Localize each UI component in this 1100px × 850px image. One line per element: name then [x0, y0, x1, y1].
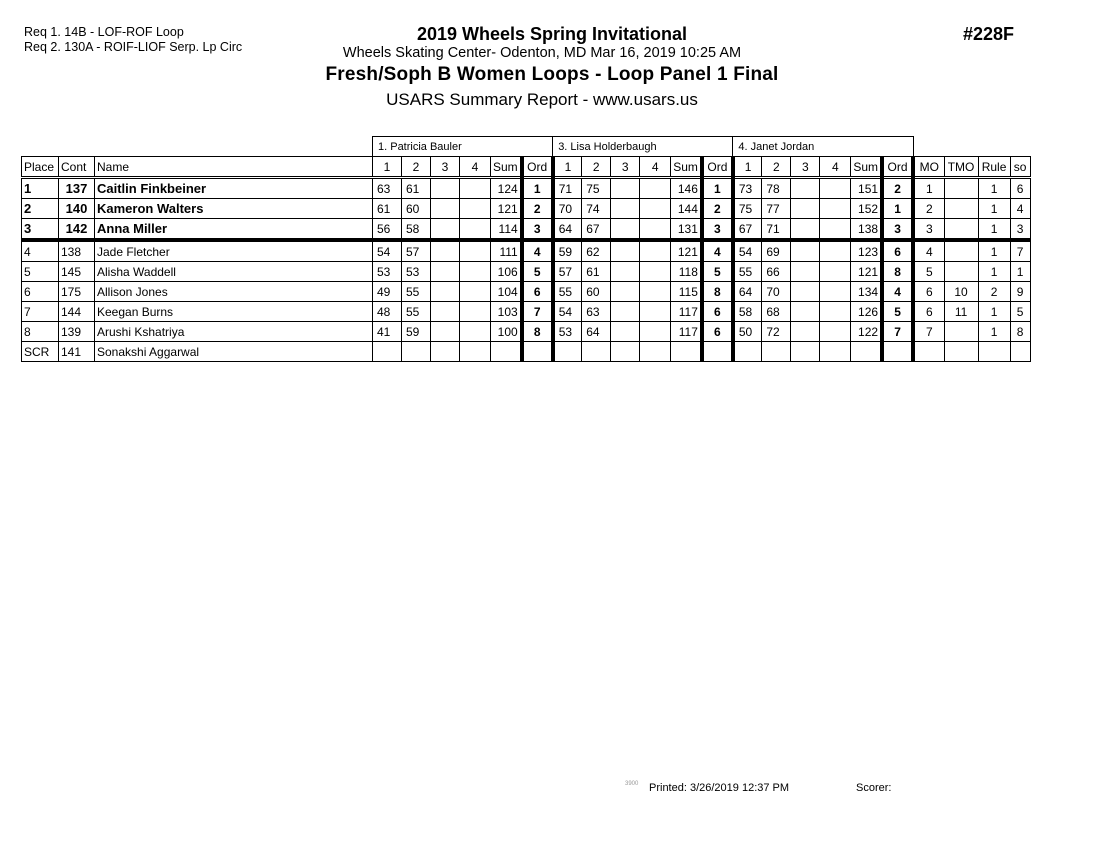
j3-score-4: [640, 219, 671, 241]
j1-score-3: [431, 178, 460, 199]
j1-score-sum: 104: [491, 282, 522, 302]
rule-cell: 2: [978, 282, 1010, 302]
tmo-cell: [944, 342, 978, 362]
j3-score-ord: [702, 342, 733, 362]
col-j4-sum: Sum: [851, 157, 882, 178]
j1-score-2: 57: [402, 240, 431, 262]
table-row: [22, 302, 1031, 322]
j4-score-sum: 134: [851, 282, 882, 302]
j1-score-4: [460, 342, 491, 362]
col-j4-ord: Ord: [882, 157, 913, 178]
j1-score-3: [431, 219, 460, 241]
tmo-cell: 10: [944, 282, 978, 302]
j1-score-4: [460, 322, 491, 342]
j3-score-sum: 117: [671, 302, 702, 322]
place-cell: 2: [22, 199, 59, 219]
so-cell: 3: [1010, 219, 1030, 241]
skater-name-cell: Alisha Waddell: [95, 262, 373, 282]
col-j3-2: 2: [582, 157, 611, 178]
j1-score-ord: 4: [522, 240, 553, 262]
j3-score-ord: 5: [702, 262, 733, 282]
col-j3-ord: Ord: [702, 157, 733, 178]
j4-score-2: 69: [762, 240, 791, 262]
j4-score-3: [791, 322, 820, 342]
col-cont: Cont: [59, 157, 95, 178]
col-j4-4: 4: [820, 157, 851, 178]
place-cell: 1: [22, 178, 59, 199]
j3-score-1: 64: [553, 219, 582, 241]
j3-score-sum: 131: [671, 219, 702, 241]
j4-score-2: 70: [762, 282, 791, 302]
j3-score-sum: 121: [671, 240, 702, 262]
judge-1-name: 1. Patricia Bauler: [373, 137, 553, 157]
j1-score-1: 53: [373, 262, 402, 282]
so-cell: 4: [1010, 199, 1030, 219]
j3-score-2: 75: [582, 178, 611, 199]
j4-score-ord: 7: [882, 322, 913, 342]
j4-score-1: [733, 342, 762, 362]
contestant-number-cell: 138: [59, 240, 95, 262]
j1-score-ord: 2: [522, 199, 553, 219]
j4-score-3: [791, 302, 820, 322]
col-j1-4: 4: [460, 157, 491, 178]
skater-name-cell: Sonakshi Aggarwal: [95, 342, 373, 362]
mo-cell: [913, 342, 944, 362]
j3-score-3: [611, 178, 640, 199]
j1-score-4: [460, 240, 491, 262]
j3-score-sum: 118: [671, 262, 702, 282]
rule-cell: 1: [978, 302, 1010, 322]
tiny-code: 3900: [625, 781, 639, 787]
printed-timestamp: Printed: 3/26/2019 12:37 PM: [649, 782, 790, 794]
j4-score-sum: 151: [851, 178, 882, 199]
col-mo: MO: [913, 157, 944, 178]
j3-score-4: [640, 262, 671, 282]
rule-cell: 1: [978, 240, 1010, 262]
j3-score-2: 61: [582, 262, 611, 282]
rule-cell: 1: [978, 219, 1010, 241]
j4-score-2: 72: [762, 322, 791, 342]
table-row: [22, 199, 1031, 219]
j1-score-ord: 3: [522, 219, 553, 241]
col-j1-3: 3: [431, 157, 460, 178]
col-j3-sum: Sum: [671, 157, 702, 178]
j4-score-2: 78: [762, 178, 791, 199]
j1-score-ord: 8: [522, 322, 553, 342]
j4-score-1: 73: [733, 178, 762, 199]
col-so: so: [1010, 157, 1030, 178]
contestant-number-cell: 137: [59, 178, 95, 199]
so-cell: 6: [1010, 178, 1030, 199]
j4-score-3: [791, 219, 820, 241]
j1-score-1: 49: [373, 282, 402, 302]
contestant-number-cell: 140: [59, 199, 95, 219]
mo-cell: 6: [913, 302, 944, 322]
j4-score-sum: [851, 342, 882, 362]
j1-score-sum: 124: [491, 178, 522, 199]
table-row: [22, 240, 1031, 262]
rule-cell: 1: [978, 178, 1010, 199]
j3-score-3: [611, 199, 640, 219]
requirement-1: Req 1. 14B - LOF-ROF Loop: [24, 25, 184, 39]
j4-score-2: 71: [762, 219, 791, 241]
j3-score-3: [611, 322, 640, 342]
tmo-cell: [944, 199, 978, 219]
j1-score-4: [460, 262, 491, 282]
col-j3-4: 4: [640, 157, 671, 178]
contestant-number-cell: 139: [59, 322, 95, 342]
col-tmo: TMO: [944, 157, 978, 178]
col-j1-sum: Sum: [491, 157, 522, 178]
judges-header-row: [22, 137, 1031, 157]
j4-score-4: [820, 199, 851, 219]
j4-score-ord: 8: [882, 262, 913, 282]
j3-score-ord: 2: [702, 199, 733, 219]
j1-score-4: [460, 178, 491, 199]
mo-cell: 2: [913, 199, 944, 219]
event-code: #228F: [963, 24, 1015, 44]
mo-cell: 5: [913, 262, 944, 282]
j1-score-4: [460, 199, 491, 219]
contestant-number-cell: 144: [59, 302, 95, 322]
j4-score-4: [820, 282, 851, 302]
j3-score-4: [640, 199, 671, 219]
j4-score-ord: 5: [882, 302, 913, 322]
j3-score-3: [611, 262, 640, 282]
j1-score-1: 63: [373, 178, 402, 199]
j4-score-3: [791, 178, 820, 199]
j1-score-2: 55: [402, 282, 431, 302]
j3-score-3: [611, 219, 640, 241]
j3-score-3: [611, 302, 640, 322]
col-place: Place: [22, 157, 59, 178]
j3-score-1: 70: [553, 199, 582, 219]
j4-score-2: 66: [762, 262, 791, 282]
j3-score-4: [640, 282, 671, 302]
report-title: USARS Summary Report - www.usars.us: [386, 90, 698, 109]
j1-score-ord: [522, 342, 553, 362]
table-row: [22, 178, 1031, 199]
col-j3-3: 3: [611, 157, 640, 178]
j1-score-3: [431, 199, 460, 219]
j4-score-sum: 123: [851, 240, 882, 262]
col-name: Name: [95, 157, 373, 178]
tmo-cell: [944, 262, 978, 282]
j1-score-2: [402, 342, 431, 362]
contestant-number-cell: 175: [59, 282, 95, 302]
results-table: [21, 136, 1031, 362]
j4-score-1: 64: [733, 282, 762, 302]
j3-score-2: 60: [582, 282, 611, 302]
j3-score-ord: 6: [702, 322, 733, 342]
j3-score-sum: 117: [671, 322, 702, 342]
results-body: [22, 178, 1031, 362]
j3-score-ord: 1: [702, 178, 733, 199]
j1-score-sum: 111: [491, 240, 522, 262]
contestant-number-cell: 142: [59, 219, 95, 241]
j4-score-sum: 126: [851, 302, 882, 322]
col-j1-1: 1: [373, 157, 402, 178]
table-row: [22, 262, 1031, 282]
j1-score-3: [431, 342, 460, 362]
j4-score-ord: [882, 342, 913, 362]
j3-score-3: [611, 342, 640, 362]
j1-score-1: 61: [373, 199, 402, 219]
j1-score-2: 53: [402, 262, 431, 282]
j1-score-1: 56: [373, 219, 402, 241]
j3-score-sum: 144: [671, 199, 702, 219]
j4-score-sum: 122: [851, 322, 882, 342]
j4-score-ord: 6: [882, 240, 913, 262]
col-rule: Rule: [978, 157, 1010, 178]
j1-score-3: [431, 262, 460, 282]
j4-score-4: [820, 262, 851, 282]
j4-score-3: [791, 342, 820, 362]
j3-score-3: [611, 282, 640, 302]
j3-score-ord: 4: [702, 240, 733, 262]
so-cell: 9: [1010, 282, 1030, 302]
table-row: [22, 342, 1031, 362]
place-cell: 8: [22, 322, 59, 342]
j4-score-3: [791, 282, 820, 302]
j1-score-sum: 100: [491, 322, 522, 342]
j4-score-sum: 121: [851, 262, 882, 282]
table-row: [22, 322, 1031, 342]
j3-score-2: 74: [582, 199, 611, 219]
j3-score-4: [640, 342, 671, 362]
j1-score-3: [431, 322, 460, 342]
so-cell: 1: [1010, 262, 1030, 282]
j4-score-4: [820, 302, 851, 322]
mo-cell: 1: [913, 178, 944, 199]
j4-score-4: [820, 178, 851, 199]
place-cell: 6: [22, 282, 59, 302]
tmo-cell: [944, 178, 978, 199]
j3-score-2: 67: [582, 219, 611, 241]
skater-name-cell: Keegan Burns: [95, 302, 373, 322]
j4-score-ord: 4: [882, 282, 913, 302]
j3-score-ord: 3: [702, 219, 733, 241]
j1-score-sum: 114: [491, 219, 522, 241]
judge-4-name: 4. Janet Jordan: [733, 137, 913, 157]
j1-score-2: 59: [402, 322, 431, 342]
j1-score-sum: 121: [491, 199, 522, 219]
j4-score-3: [791, 240, 820, 262]
j4-score-3: [791, 199, 820, 219]
skater-name-cell: Jade Fletcher: [95, 240, 373, 262]
j4-score-ord: 1: [882, 199, 913, 219]
table-row: [22, 282, 1031, 302]
j1-score-3: [431, 302, 460, 322]
j1-score-4: [460, 302, 491, 322]
event-title: Fresh/Soph B Women Loops - Loop Panel 1 Final: [325, 64, 779, 85]
j4-score-2: [762, 342, 791, 362]
so-cell: 8: [1010, 322, 1030, 342]
j4-score-3: [791, 262, 820, 282]
j1-score-ord: 6: [522, 282, 553, 302]
j1-score-4: [460, 282, 491, 302]
col-j4-2: 2: [762, 157, 791, 178]
judge-3-name: 3. Lisa Holderbaugh: [553, 137, 733, 157]
contestant-number-cell: 145: [59, 262, 95, 282]
j4-score-ord: 2: [882, 178, 913, 199]
j4-score-1: 55: [733, 262, 762, 282]
col-j1-2: 2: [402, 157, 431, 178]
requirement-2: Req 2. 130A - ROIF-LIOF Serp. Lp Circ: [24, 40, 243, 54]
j1-score-sum: [491, 342, 522, 362]
j3-score-sum: [671, 342, 702, 362]
tmo-cell: [944, 219, 978, 241]
rule-cell: [978, 342, 1010, 362]
competition-title: 2019 Wheels Spring Invitational: [416, 24, 688, 44]
j4-score-sum: 138: [851, 219, 882, 241]
j4-score-2: 68: [762, 302, 791, 322]
j1-score-2: 60: [402, 199, 431, 219]
j3-score-3: [611, 240, 640, 262]
j3-score-sum: 146: [671, 178, 702, 199]
j1-score-ord: 1: [522, 178, 553, 199]
mo-cell: 6: [913, 282, 944, 302]
j1-score-4: [460, 219, 491, 241]
j3-score-ord: 8: [702, 282, 733, 302]
j3-score-ord: 6: [702, 302, 733, 322]
skater-name-cell: Kameron Walters: [95, 199, 373, 219]
j1-score-1: 48: [373, 302, 402, 322]
table-row: [22, 219, 1031, 241]
j3-score-1: 53: [553, 322, 582, 342]
skater-name-cell: Caitlin Finkbeiner: [95, 178, 373, 199]
rule-cell: 1: [978, 199, 1010, 219]
j3-score-1: 54: [553, 302, 582, 322]
j4-score-4: [820, 240, 851, 262]
j1-score-1: [373, 342, 402, 362]
j4-score-ord: 3: [882, 219, 913, 241]
place-cell: SCR: [22, 342, 59, 362]
contestant-number-cell: 141: [59, 342, 95, 362]
j4-score-1: 58: [733, 302, 762, 322]
j3-score-1: [553, 342, 582, 362]
j3-score-1: 71: [553, 178, 582, 199]
scorer-label: Scorer:: [856, 782, 892, 794]
j4-score-1: 50: [733, 322, 762, 342]
j1-score-3: [431, 282, 460, 302]
tmo-cell: 11: [944, 302, 978, 322]
j1-score-1: 54: [373, 240, 402, 262]
j1-score-ord: 7: [522, 302, 553, 322]
j1-score-ord: 5: [522, 262, 553, 282]
j1-score-3: [431, 240, 460, 262]
place-cell: 7: [22, 302, 59, 322]
column-header-row: [22, 157, 1031, 178]
so-cell: 5: [1010, 302, 1030, 322]
j4-score-sum: 152: [851, 199, 882, 219]
venue-datetime: Wheels Skating Center- Odenton, MD Mar 16, 2019 10:25 AM: [342, 45, 742, 61]
j4-score-2: 77: [762, 199, 791, 219]
place-cell: 5: [22, 262, 59, 282]
tmo-cell: [944, 240, 978, 262]
col-j4-1: 1: [733, 157, 762, 178]
j1-score-sum: 103: [491, 302, 522, 322]
j3-score-2: [582, 342, 611, 362]
col-j4-3: 3: [791, 157, 820, 178]
skater-name-cell: Anna Miller: [95, 219, 373, 241]
j4-score-1: 54: [733, 240, 762, 262]
j4-score-4: [820, 342, 851, 362]
so-cell: 7: [1010, 240, 1030, 262]
j1-score-2: 61: [402, 178, 431, 199]
col-j3-1: 1: [553, 157, 582, 178]
j3-score-1: 55: [553, 282, 582, 302]
j1-score-2: 58: [402, 219, 431, 241]
so-cell: [1010, 342, 1030, 362]
skater-name-cell: Arushi Kshatriya: [95, 322, 373, 342]
j3-score-1: 57: [553, 262, 582, 282]
j3-score-4: [640, 240, 671, 262]
skater-name-cell: Allison Jones: [95, 282, 373, 302]
col-j1-ord: Ord: [522, 157, 553, 178]
place-cell: 4: [22, 240, 59, 262]
j4-score-1: 67: [733, 219, 762, 241]
mo-cell: 4: [913, 240, 944, 262]
rule-cell: 1: [978, 262, 1010, 282]
j3-score-4: [640, 178, 671, 199]
j1-score-2: 55: [402, 302, 431, 322]
place-cell: 3: [22, 219, 59, 241]
j3-score-sum: 115: [671, 282, 702, 302]
j4-score-4: [820, 219, 851, 241]
j3-score-4: [640, 322, 671, 342]
rule-cell: 1: [978, 322, 1010, 342]
mo-cell: 3: [913, 219, 944, 241]
mo-cell: 7: [913, 322, 944, 342]
j4-score-4: [820, 322, 851, 342]
j3-score-2: 62: [582, 240, 611, 262]
j3-score-2: 63: [582, 302, 611, 322]
j3-score-2: 64: [582, 322, 611, 342]
j4-score-1: 75: [733, 199, 762, 219]
j1-score-1: 41: [373, 322, 402, 342]
j1-score-sum: 106: [491, 262, 522, 282]
j3-score-4: [640, 302, 671, 322]
j3-score-1: 59: [553, 240, 582, 262]
tmo-cell: [944, 322, 978, 342]
